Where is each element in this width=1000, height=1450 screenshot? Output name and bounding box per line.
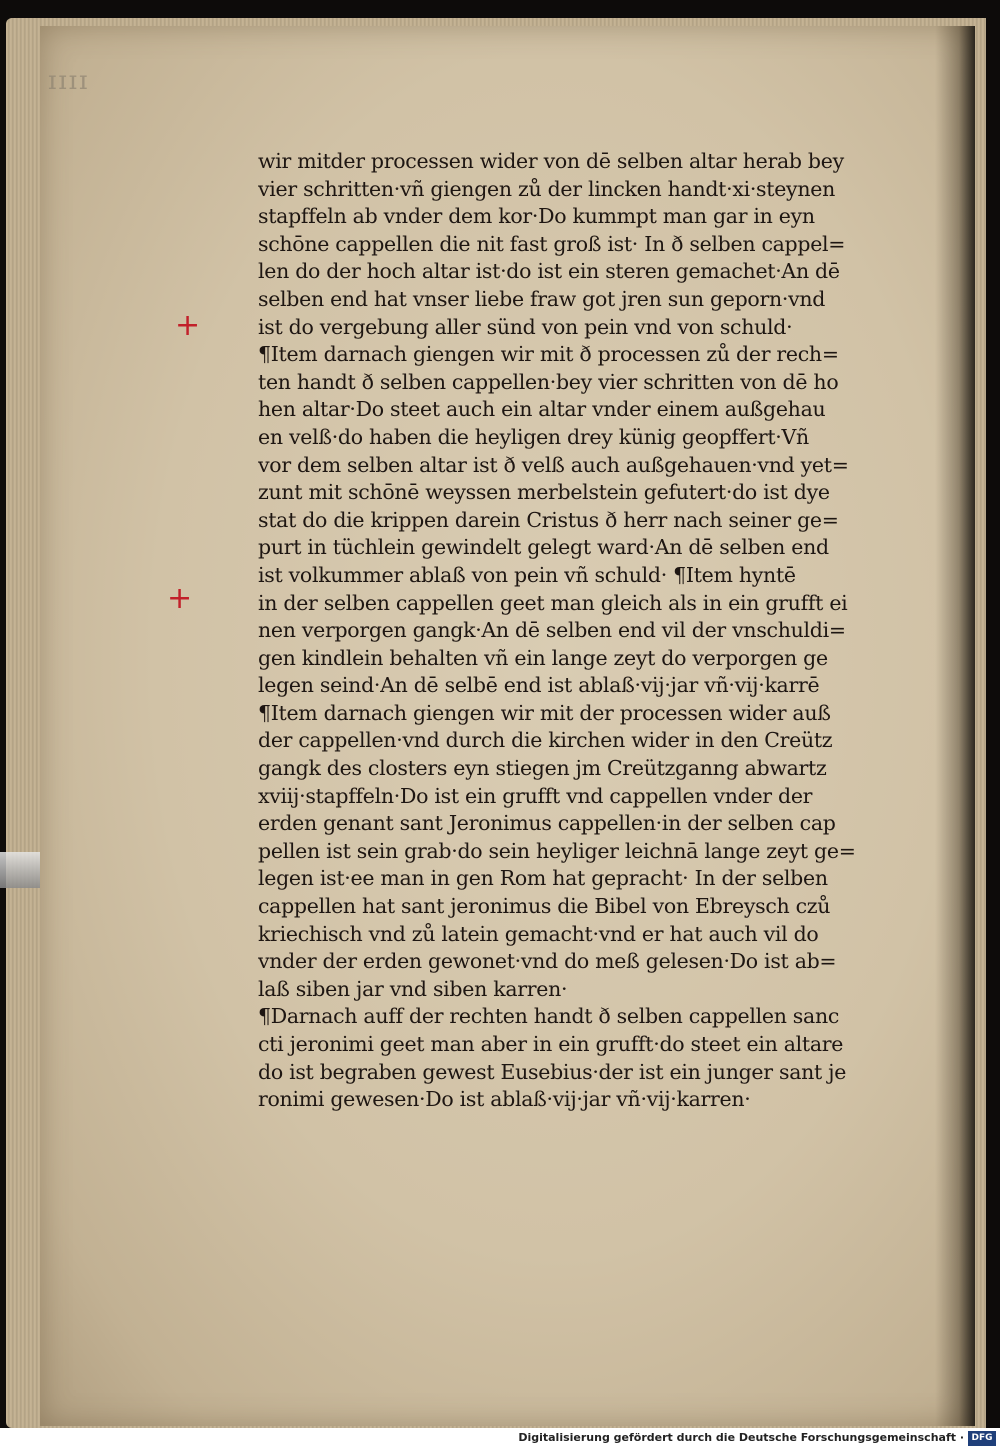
text-line: ist do vergebung aller sünd von pein vnd von schuld· — [258, 314, 793, 339]
text-line: gangk des closters eyn stiegen jm Creützganng abwartz — [258, 756, 827, 781]
text-line: der cappellen·vnd durch die kirchen wider in den Creütz — [258, 728, 833, 753]
text-line: selben end hat vnser liebe fraw got jren sun geporn·vnd — [258, 286, 826, 311]
text-line: purt in tüchlein gewindelt gelegt ward·An dē selben end — [258, 535, 829, 560]
text-line: erden genant sant Jeronimus cappellen·in der selben cap — [258, 811, 836, 836]
text-line: ist volkummer ablaß von pein vñ schuld· ¶Item hyntē — [258, 562, 796, 587]
text-line: vnder der erden gewonet·vnd do meß gelesen·Do ist ab= — [258, 949, 837, 974]
text-line: laß siben jar vnd siben karren· — [258, 976, 568, 1001]
text-line: stat do die krippen darein Cristus ð herr nach seiner ge= — [258, 507, 839, 532]
text-line: xviij·stapffeln·Do ist ein grufft vnd cappellen vnder der — [258, 783, 813, 808]
text-line: schōne cappellen die nit fast groß ist· In ð selben cappel= — [258, 231, 846, 256]
attribution-text: Digitalisierung gefördert durch die Deutsche Forschungsgemeinschaft · — [518, 1431, 964, 1444]
text-line: cti jeronimi geet man aber in ein grufft·do steet ein altare — [258, 1032, 844, 1056]
text-line: vor dem selben altar ist ð velß auch außgehauen·vnd yet= — [258, 452, 849, 477]
attribution-bar — [0, 1428, 1000, 1450]
text-line: ¶Darnach auff der rechten handt ð selben cappellen sanc — [258, 1004, 840, 1029]
text-line: len do der hoch altar ist·do ist ein steren gemachet·An dē — [258, 259, 840, 284]
margin-cross-mark: + — [167, 581, 193, 616]
text-line: nen verporgen gangk·An dē selben end vil der vnschuldi= — [258, 618, 846, 643]
text-line: ¶Item darnach giengen wir mit ð processen zů der rech= — [258, 342, 839, 367]
text-line: gen kindlein behalten vñ ein lange zeyt do verporgen ge — [258, 645, 828, 670]
text-line: cappellen hat sant jeronimus die Bibel von Ebreysch czů — [258, 894, 831, 919]
text-line: ten handt ð selben cappellen·bey vier schritten von dē ho — [258, 369, 839, 394]
text-line: pellen ist sein grab·do sein heyliger leichnā lange zeyt ge= — [258, 838, 856, 863]
text-line: kriechisch vnd zů latein gemacht·vnd er hat auch vil do — [258, 921, 819, 946]
text-line: en velß·do haben die heyligen drey künig geopffert·Vñ — [258, 424, 809, 449]
text-line: ¶Item darnach giengen wir mit der processen wider auß — [258, 700, 831, 725]
text-line: hen altar·Do steet auch ein altar vnder einem außgehau — [258, 397, 826, 422]
text-line: zunt mit schōnē weyssen merbelstein gefutert·do ist dye — [258, 480, 830, 505]
margin-cross-mark: + — [175, 308, 201, 343]
text-line: vier schritten·vñ giengen zů der lincken handt·xi·steynen — [258, 176, 835, 201]
folio-number: ɪɪɪɪ — [48, 66, 90, 96]
text-line: legen ist·ee man in gen Rom hat gepracht· In der selben — [258, 866, 828, 891]
text-block — [258, 148, 908, 1114]
text-line: do ist begraben gewest Eusebius·der ist ein junger sant je — [258, 1059, 847, 1084]
text-line: legen seind·An dē selbē end ist ablaß·vij·jar vñ·vij·karrē — [258, 673, 820, 698]
text-line: in der selben cappellen geet man gleich als in ein grufft ei — [258, 590, 848, 615]
text-line: wir mitder processen wider von dē selben altar herab bey — [258, 149, 844, 173]
gutter-shadow — [935, 26, 975, 1426]
text-line: stapffeln ab vnder dem kor·Do kummpt man gar in eyn — [258, 204, 815, 229]
text-line: ronimi gewesen·Do ist ablaß·vij·jar vñ·vij·karren· — [258, 1087, 751, 1112]
dfg-logo-icon: DFG — [968, 1431, 996, 1446]
